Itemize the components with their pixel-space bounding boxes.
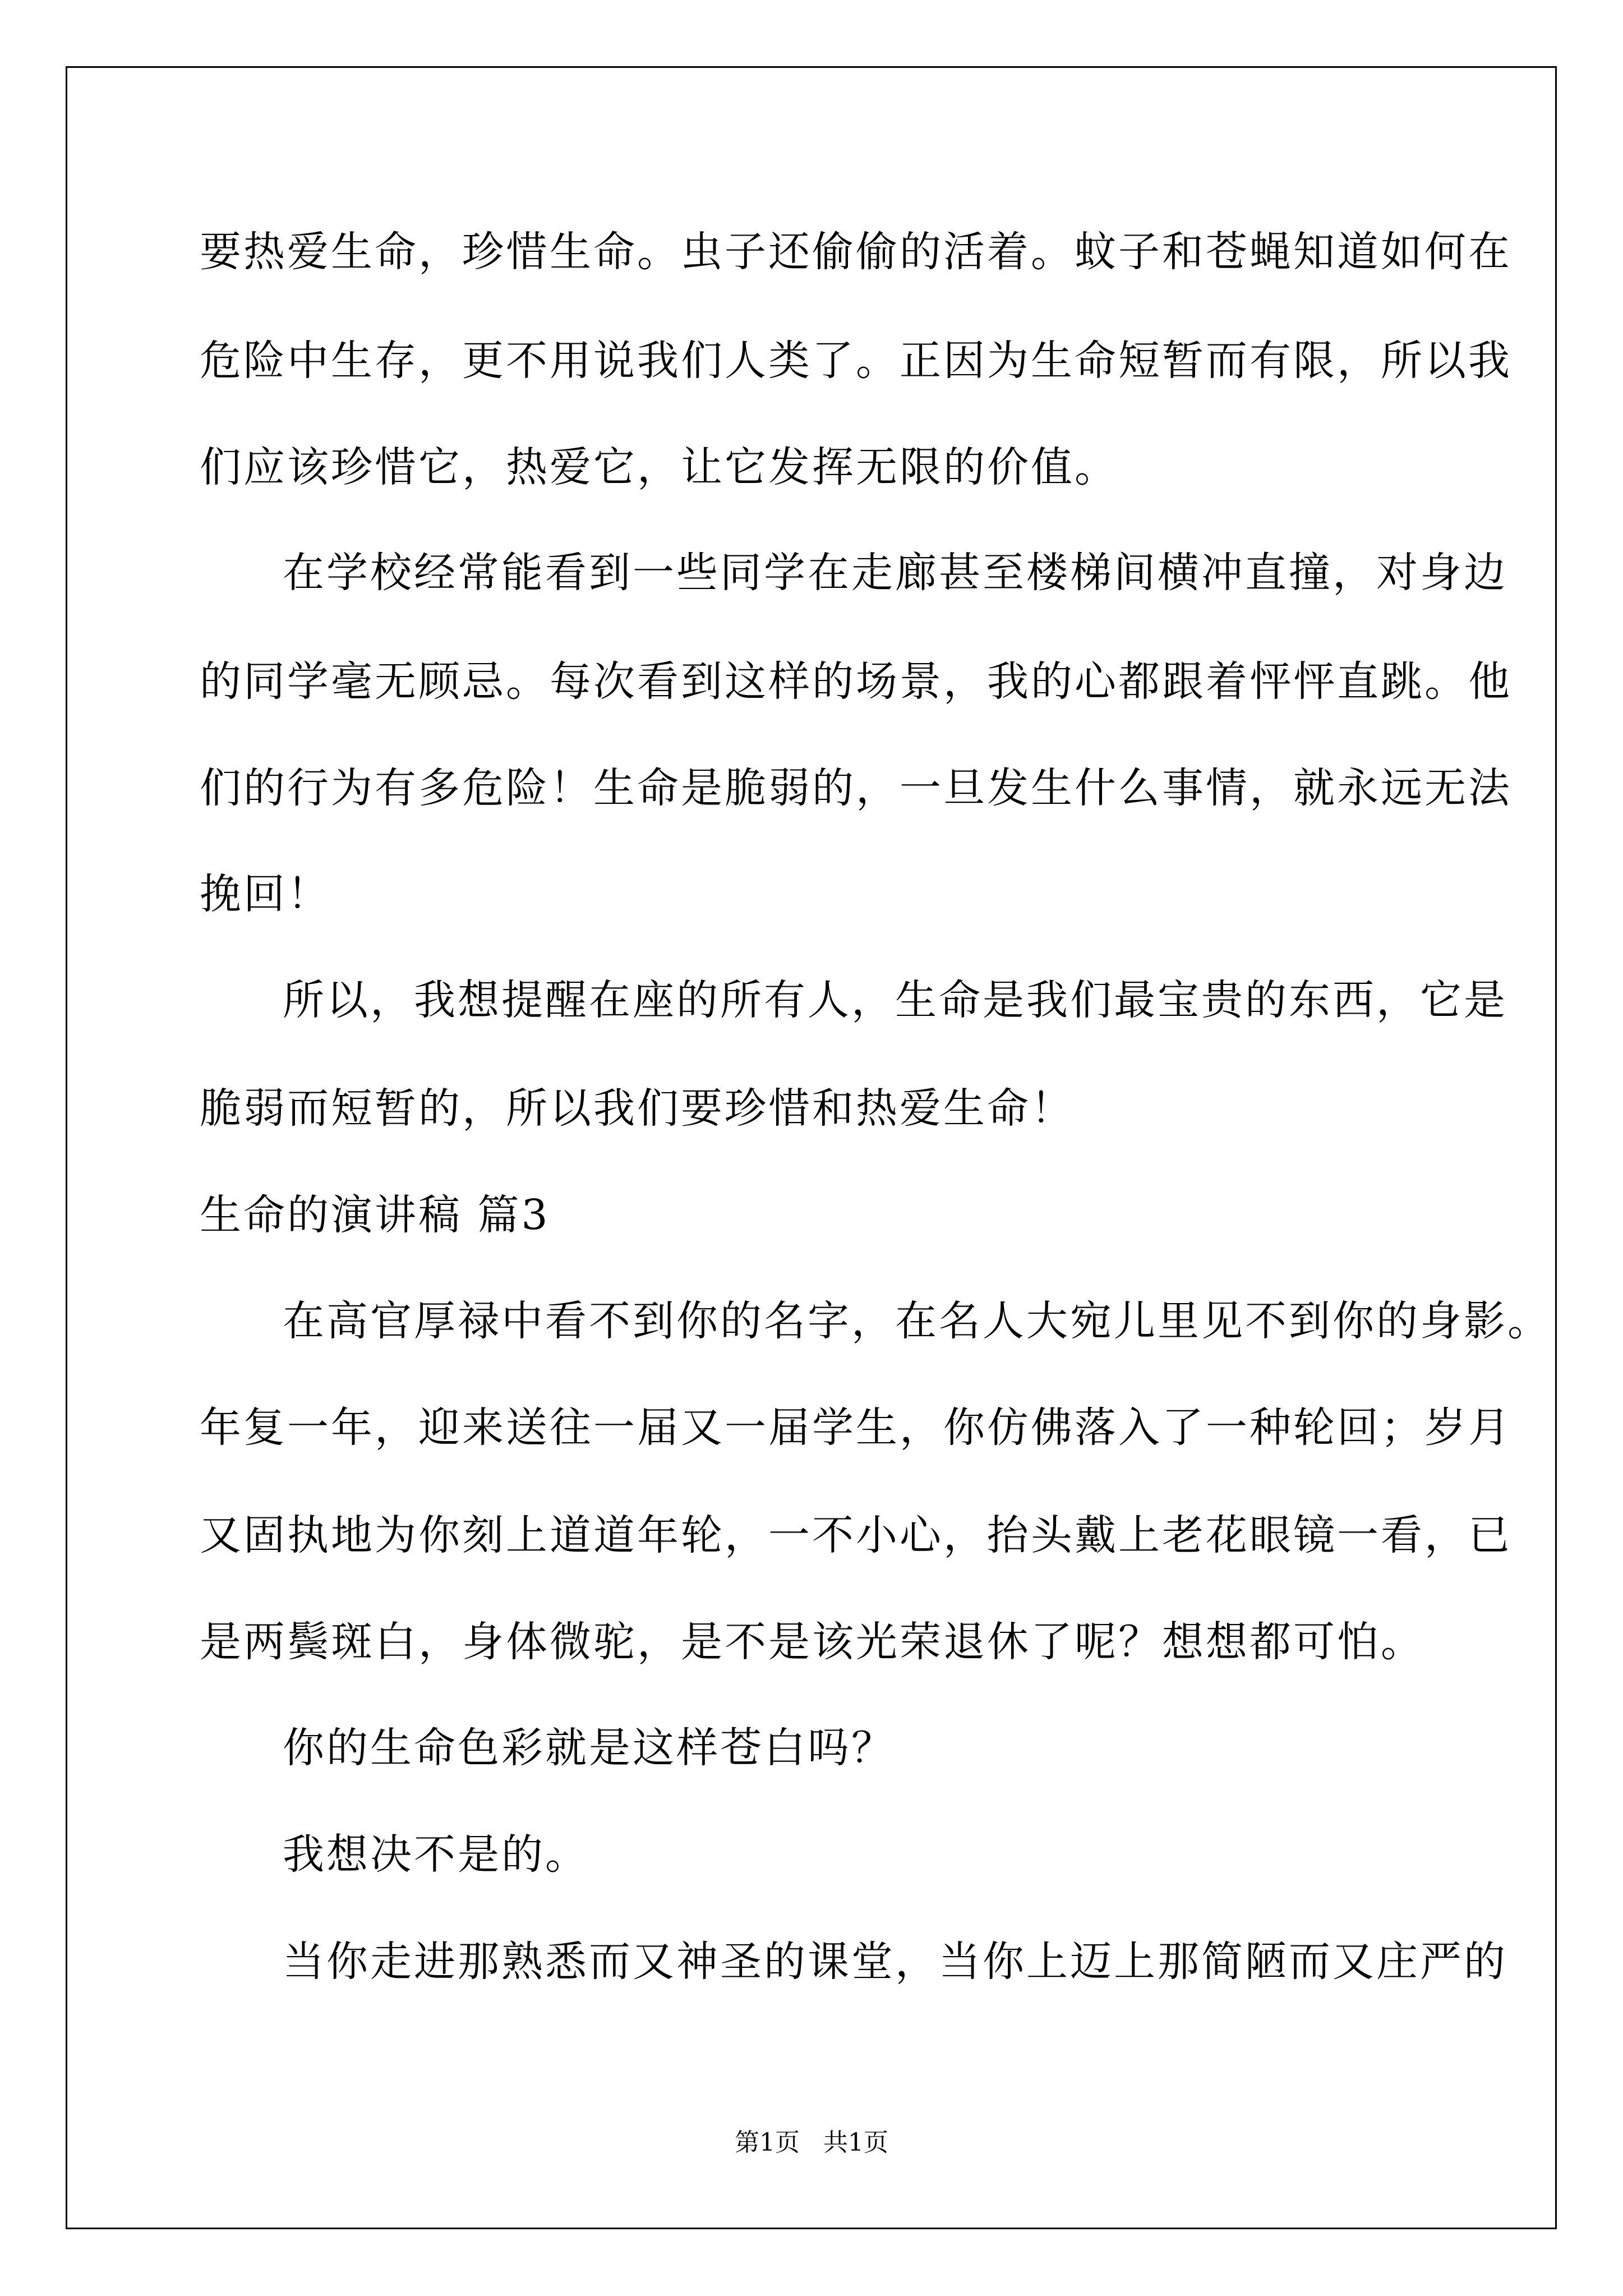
section-heading: 生命的演讲稿 篇3 bbox=[200, 1191, 550, 1239]
page-border bbox=[66, 66, 1557, 2229]
paragraph-start-line: 在学校经常能看到一些同学在走廊甚至楼梯间横冲直撞，对身边 bbox=[283, 549, 1507, 597]
text-line: 年复一年，迎来送往一届又一届学生，你仿佛落入了一种轮回；岁月 bbox=[200, 1404, 1512, 1452]
text-line: 要热爱生命，珍惜生命。虫子还偷偷的活着。蚊子和苍蝇知道如何在 bbox=[200, 228, 1512, 276]
text-line: 们应该珍惜它，热爱它，让它发挥无限的价值。 bbox=[200, 443, 1118, 491]
paragraph-start-line: 我想决不是的。 bbox=[283, 1830, 589, 1879]
text-line: 的同学毫无顾忌。每次看到这样的场景，我的心都跟着怦怦直跳。他 bbox=[200, 657, 1512, 706]
text-line: 又固执地为你刻上道道年轮，一不小心，抬头戴上老花眼镜一看，已 bbox=[200, 1511, 1512, 1559]
paragraph-start-line: 所以，我想提醒在座的所有人，生命是我们最宝贵的东西，它是 bbox=[283, 976, 1507, 1024]
text-line: 危险中生存，更不用说我们人类了。正因为生命短暂而有限，所以我 bbox=[200, 337, 1512, 385]
paragraph-start-line: 你的生命色彩就是这样苍白吗？ bbox=[283, 1724, 895, 1772]
page-number-footer: 第1页 共1页 bbox=[735, 2128, 888, 2157]
text-line: 脆弱而短暂的，所以我们要珍惜和热爱生命！ bbox=[200, 1084, 1075, 1133]
text-line: 是两鬓斑白，身体微驼，是不是该光荣退休了呢？想想都可怕。 bbox=[200, 1618, 1424, 1666]
text-line: 们的行为有多危险！生命是脆弱的，一旦发生什么事情，就永远无法 bbox=[200, 764, 1512, 812]
paragraph-start-line: 在高官厚禄中看不到你的名字，在名人大宛儿里见不到你的身影。 bbox=[283, 1297, 1551, 1345]
text-line: 挽回！ bbox=[200, 870, 331, 918]
paragraph-start-line: 当你走进那熟悉而又神圣的课堂，当你上迈上那简陋而又庄严的 bbox=[283, 1938, 1507, 1986]
